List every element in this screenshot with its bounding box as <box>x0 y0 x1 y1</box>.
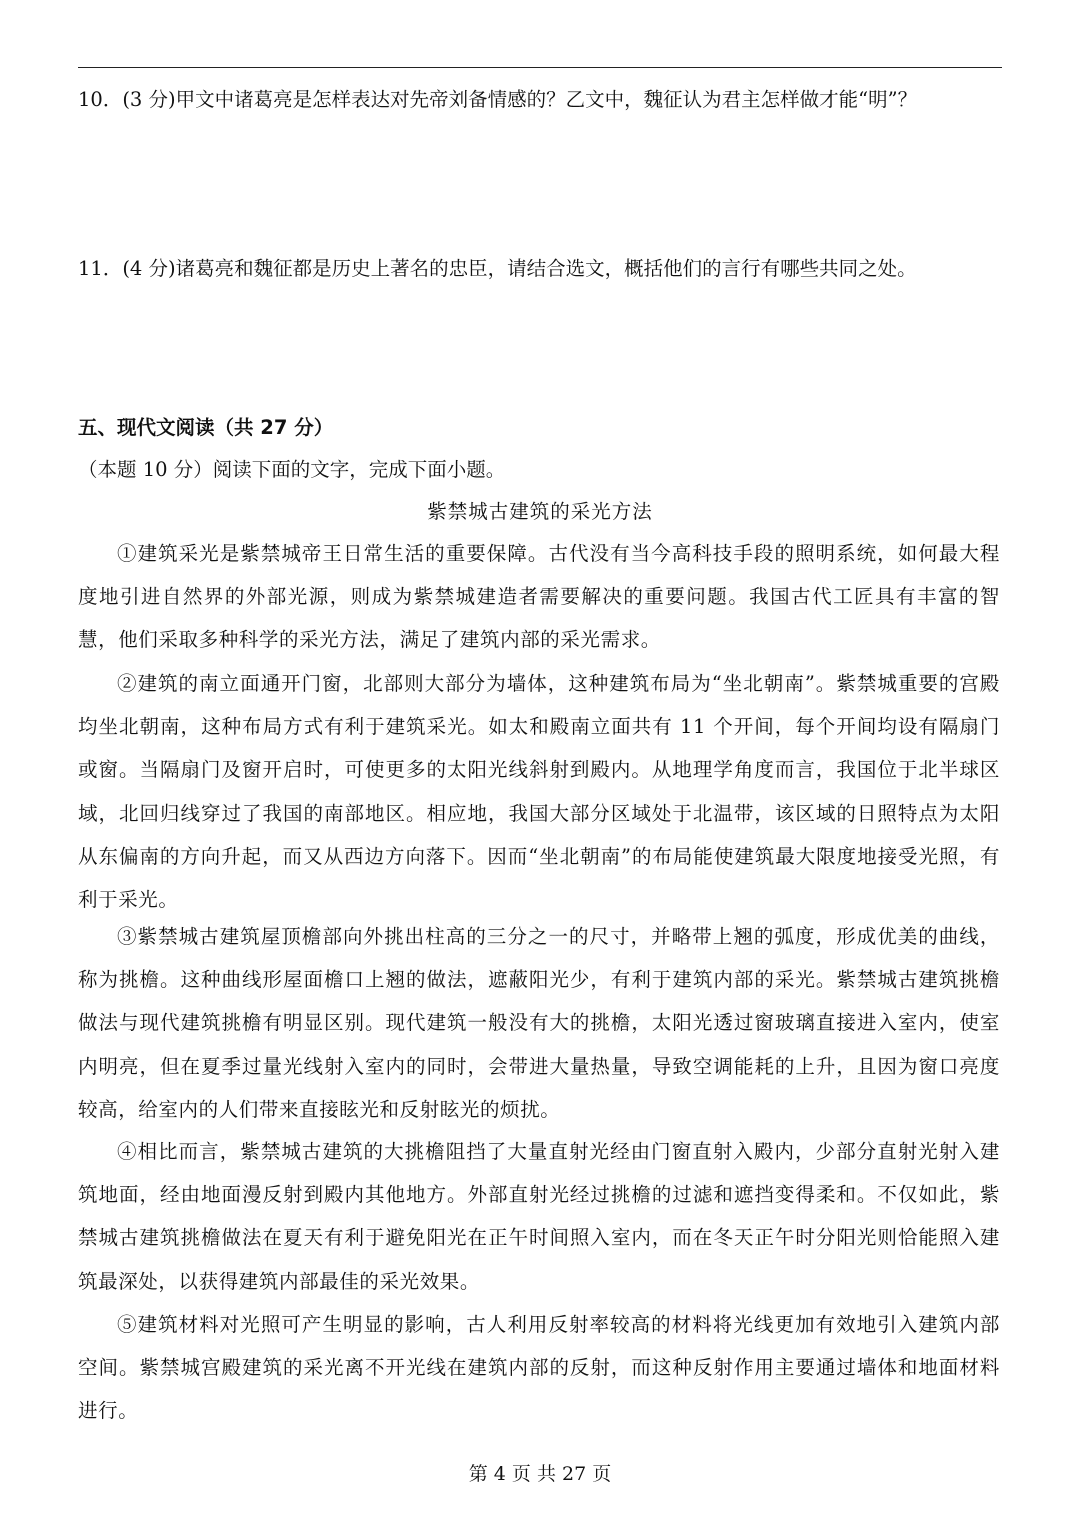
article-paragraph-2: ②建筑的南立面通开门窗，北部则大部分为墙体，这种建筑布局为“坐北朝南”。紫禁城重要的宫殿均坐北朝南，这种布局方式有利于建筑采光。如太和殿南立面共有 11 个开间，每个开间均设有隔扇门或窗。当隔扇门及窗开启时，可使更多的太阳光线斜射到殿内。从地理学角度而言，我国位于北半球区域，北回归线穿过了我国的南部地区。相应地，我国大部分区域处于北温带，该区域的日照特点为太阳从东偏南的方向升起，而又从西边方向落下。因而“坐北朝南”的布局能使建筑最大限度地接受光照，有利于采光。 <box>78 672 1000 912</box>
page-number-footer: 第 4 页 共 27 页 <box>468 1463 612 1485</box>
section-title: 五、现代文阅读（共 27 分） <box>78 416 334 439</box>
article-paragraph-3: ③紫禁城古建筑屋顶檐部向外挑出柱高的三分之一的尺寸，并略带上翘的弧度，形成优美的曲线，称为挑檐。这种曲线形屋面檐口上翘的做法，遮蔽阳光少，有利于建筑内部的采光。紫禁城古建筑挑檐做法与现代建筑挑檐有明显区别。现代建筑一般没有大的挑檐，太阳光透过窗玻璃直接进入室内，使室内明亮，但在夏季过量光线射入室内的同时，会带进大量热量，导致空调能耗的上升，且因为窗口亮度较高，给室内的人们带来直接眩光和反射眩光的烦扰。 <box>78 925 1000 1121</box>
question-10: 10．(3 分)甲文中诸葛亮是怎样表达对先帝刘备情感的？乙文中，魏征认为君主怎样做才能“明”？ <box>78 88 918 111</box>
article-paragraph-4: ④相比而言，紫禁城古建筑的大挑檐阻挡了大量直射光经由门窗直射入殿内，少部分直射光射入建筑地面，经由地面漫反射到殿内其他地方。外部直射光经过挑檐的过滤和遮挡变得柔和。不仅如此，紫禁城古建筑挑檐做法在夏天有利于避免阳光在正午时间照入室内，而在冬天正午时分阳光则恰能照入建筑最深处，以获得建筑内部最佳的采光效果。 <box>78 1140 1000 1293</box>
top-divider-line <box>78 67 1002 68</box>
question-11: 11．(4 分)诸葛亮和魏征都是历史上著名的忠臣，请结合选文，概括他们的言行有哪些共同之处。 <box>78 257 917 280</box>
article-title: 紫禁城古建筑的采光方法 <box>427 500 653 523</box>
article-paragraph-5: ⑤建筑材料对光照可产生明显的影响，古人利用反射率较高的材料将光线更加有效地引入建筑内部空间。紫禁城宫殿建筑的采光离不开光线在建筑内部的反射，而这种反射作用主要通过墙体和地面材料进行。 <box>78 1313 1000 1423</box>
article-paragraph-1: ①建筑采光是紫禁城帝王日常生活的重要保障。古代没有当今高科技手段的照明系统，如何最大程度地引进自然界的外部光源，则成为紫禁城建造者需要解决的重要问题。我国古代工匠具有丰富的智慧，他们采取多种科学的采光方法，满足了建筑内部的采光需求。 <box>78 542 1000 652</box>
section-intro: （本题 10 分）阅读下面的文字，完成下面小题。 <box>78 458 506 481</box>
